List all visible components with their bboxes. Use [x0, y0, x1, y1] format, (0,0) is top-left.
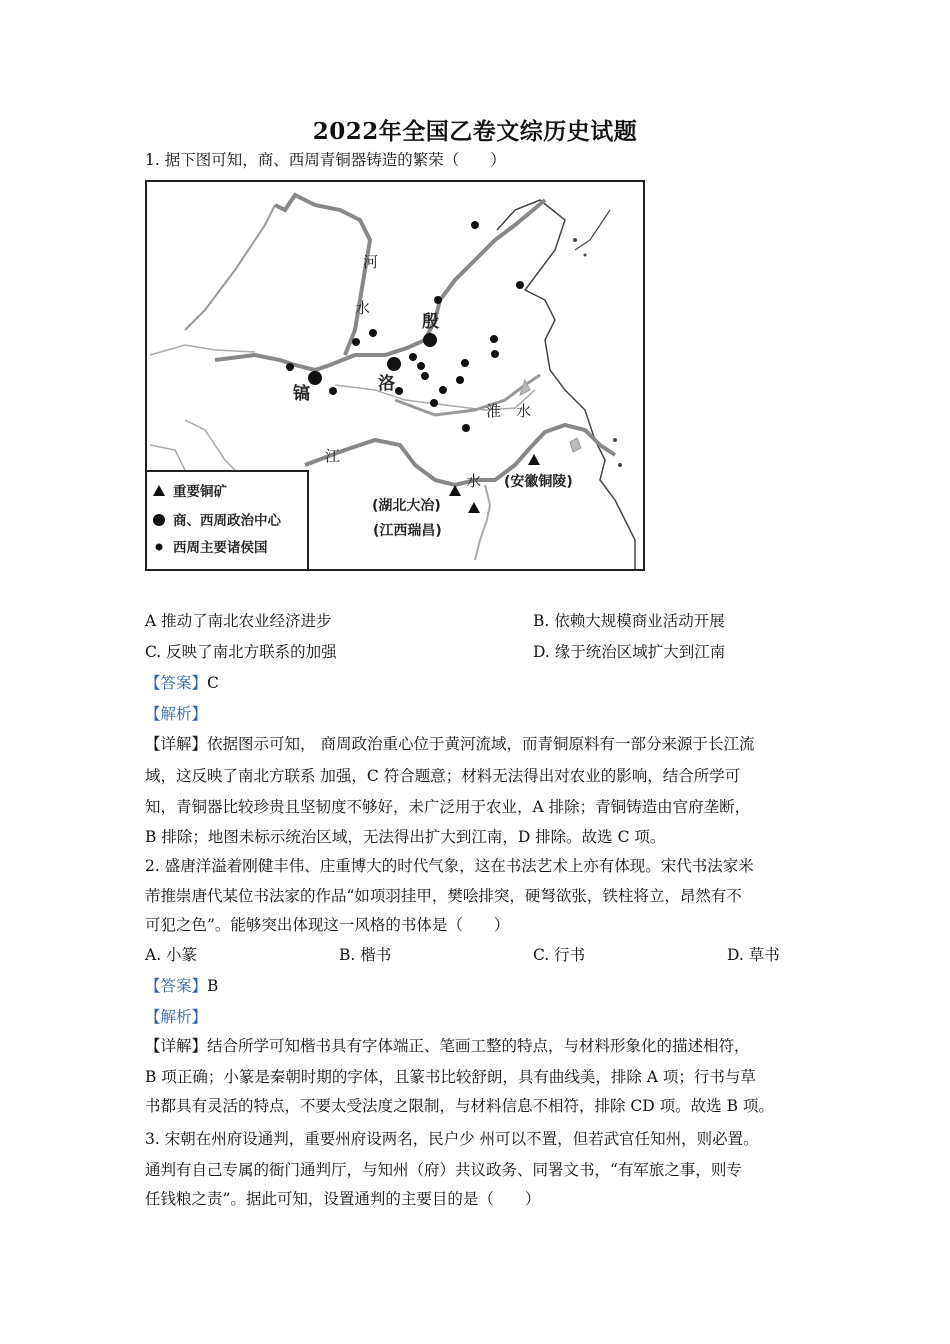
q1-answer-tag: 【答案】 [145, 674, 208, 692]
q1-option-b[interactable]: B. 依赖大规模商业活动开展 [533, 612, 725, 630]
state-dot [456, 376, 464, 384]
q2-option-b[interactable]: B. 楷书 [339, 946, 392, 964]
label-mine-hubei: (湖北大冶) [372, 498, 441, 514]
state-dot [491, 350, 499, 358]
state-dot [352, 338, 360, 346]
label-he1: 河 [363, 253, 379, 271]
q2-stem-line-3: 可犯之色”。能够突出体现这一风格的书体是（ ） [145, 916, 510, 934]
q2-answer-value: B [207, 977, 219, 995]
q1-option-d[interactable]: D. 缘于统治区域扩大到江南 [533, 643, 726, 661]
q1-detail-line-3: 知，青铜器比较珍贵且坚韧度不够好，未广泛用于农业，A 排除；青铜铸造由官府垄断， [145, 798, 751, 816]
state-dot [516, 281, 524, 289]
label-luo: 洛 [378, 374, 395, 394]
q3-stem-line-1: 3. 宋朝在州府设通判，重要州府设两名，民户少 州可以不置，但若武官任知州，则必置。 [145, 1130, 759, 1148]
label-he2: 水 [355, 299, 371, 317]
state-dot [471, 221, 479, 229]
center-yin-dot [423, 333, 437, 347]
q1-option-a[interactable]: A 推动了南北农业经济进步 [145, 612, 332, 630]
question-1-stem: 1. 据下图可知，商、西周青铜器铸造的繁荣（ ） [145, 151, 506, 169]
legend-center-icon [153, 514, 165, 526]
label-jiang2: 水 [466, 472, 482, 490]
label-huai2: 水 [516, 402, 532, 420]
state-dot [439, 386, 447, 394]
q2-option-c[interactable]: C. 行书 [533, 946, 586, 964]
legend-mine-label: 重要铜矿 [173, 484, 227, 500]
q2-stem-line-1: 2. 盛唐洋溢着刚健丰伟、庄重博大的时代气象，这在书法艺术上亦有体现。宋代书法家米 [145, 857, 754, 875]
q2-answer [145, 976, 218, 996]
q2-detail-line-2: B 项正确；小篆是秦朝时期的字体，且篆书比较舒朗，具有曲线美，排除 A 项；行书与草 [145, 1068, 756, 1086]
state-dot [490, 335, 498, 343]
q1-option-c[interactable]: C. 反映了南北方联系的加强 [145, 643, 337, 661]
q2-detail-line-1 [145, 1036, 750, 1056]
label-huai1: 淮 [486, 402, 502, 420]
label-jiang1: 江 [325, 447, 341, 465]
label-yin: 殷 [422, 312, 439, 332]
state-dot [286, 363, 294, 371]
q2-option-a[interactable]: A. 小篆 [145, 946, 198, 964]
q2-answer-tag: 【答案】 [145, 977, 208, 995]
label-hao: 镐 [293, 384, 310, 404]
center-luo-dot [387, 357, 401, 371]
q3-stem-line-3: 任钱粮之责”。据此可知，设置通判的主要目的是（ ） [145, 1190, 541, 1208]
state-dot [417, 362, 425, 370]
q1-answer [145, 673, 219, 693]
state-dot [434, 296, 442, 304]
q2-detail-text: 结合所学可知楷书具有字体端正、笔画工整的特点，与材料形象化的描述相符， [207, 1037, 750, 1055]
q1-detail-line-2: 域，这反映了南北方联系 加强，C 符合题意；材料无法得出对农业的影响，结合所学可 [145, 767, 741, 785]
label-mine-jiangxi: (江西瑞昌) [373, 523, 442, 539]
q1-answer-value: C [207, 674, 219, 692]
state-dot [395, 387, 403, 395]
state-dot [369, 329, 377, 337]
bronze-map [145, 180, 645, 571]
state-dot [430, 399, 438, 407]
legend-state-icon [156, 544, 163, 551]
q2-option-d[interactable]: D. 草书 [727, 946, 780, 964]
q2-stem-line-2: 芾推崇唐代某位书法家的作品“如项羽挂甲，樊哙排突，硬弩欲张，铁柱将立，昂然有不 [145, 887, 742, 905]
q1-detail-text: 依据图示可知， 商周政治重心位于黄河流域，而青铜原料有一部分来源于长江流 [207, 735, 755, 753]
state-dot [461, 359, 469, 367]
q2-analysis-tag: 【解析】 [145, 1008, 208, 1026]
state-dot [329, 387, 337, 395]
q3-stem-line-2: 通判有自己专属的衙门通判厅，与知州（府）共议政务、同署文书，“有军旅之事，则专 [145, 1161, 742, 1179]
state-dot [421, 372, 429, 380]
legend-state-label: 西周主要诸侯国 [173, 540, 268, 556]
q1-detail-line-4: B 排除；地图未标示统治区域，无法得出扩大到江南，D 排除。故选 C 项。 [145, 828, 666, 846]
page-title: 2022年全国乙卷文综历史试题 [312, 118, 638, 145]
q2-detail-line-3: 书都具有灵活的特点，不要太受法度之限制，与材料信息不相符，排除 CD 项。故选 B 项。 [145, 1097, 774, 1115]
state-dot [409, 353, 417, 361]
center-hao-dot [308, 371, 322, 385]
q1-analysis-tag: 【解析】 [145, 705, 208, 723]
state-dot [462, 424, 470, 432]
q1-detail-line-1 [145, 734, 754, 754]
q1-detail-tag: 【详解】 [145, 735, 208, 753]
label-mine-anhui: (安徽铜陵) [504, 474, 573, 490]
q2-detail-tag: 【详解】 [145, 1037, 208, 1055]
legend-center-label: 商、西周政治中心 [173, 513, 281, 529]
